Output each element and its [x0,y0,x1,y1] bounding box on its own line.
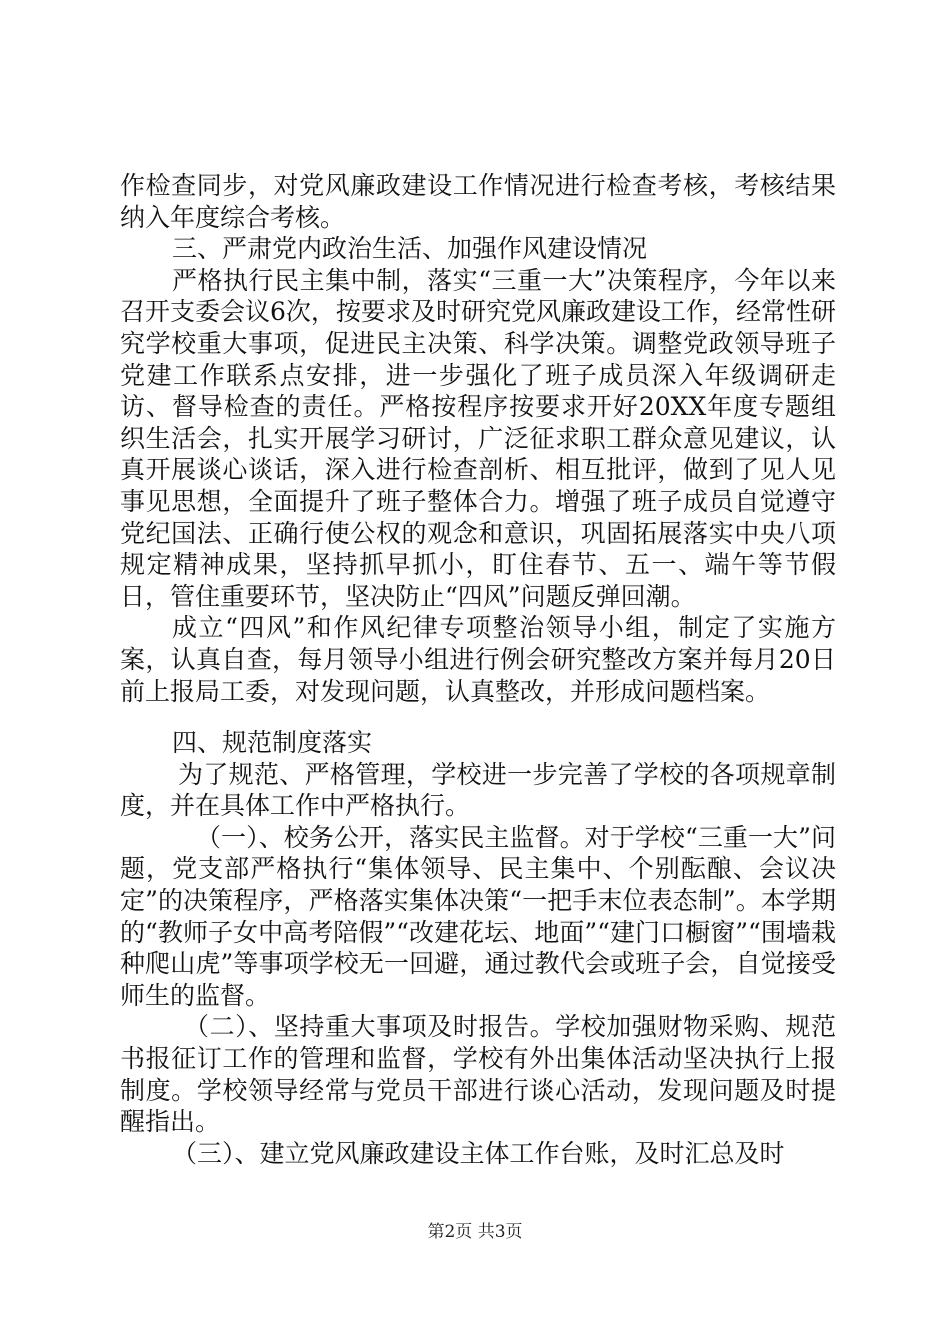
paragraph-four-winds-group: 成立“四风”和作风纪律专项整治领导小组，制定了实施方案，认真自查，每月领导小组进行例会研究整改方案并每月20日前上报局工委，对发现问题，认真整改，并形成问题档案。 [120,613,836,706]
paragraph-item-3: （三）、建立党风廉政建设主体工作台账，及时汇总及时 [172,1138,785,1168]
document-body [120,170,836,1169]
paragraph-democratic-centralism: 严格执行民主集中制，落实“三重一大”决策程序，今年以来召开支委会议6次，按要求及时研究党风廉政建设工作，经常性研究学校重大事项，促进民主决策、科学决策。调整党政领导班子党建工作联系点安排，进一步强化了班子成员深入年级调研走访、督导检查的责任。严格按程序按要求开好20XX年度专题组织生活会，扎实开展学习研讨，广泛征求职工群众意见建议，认真开展谈心谈话，深入进行检查剖析、相互批评，做到了见人见事见思想，全面提升了班子整体合力。增强了班子成员自觉遵守党纪国法、正确行使公权的观念和意识，巩固拓展落实中央八项规定精神成果，坚持抓早抓小，盯住春节、五一、端午等节假日，管住重要环节，坚决防止“四风”问题反弹回潮。 [120,265,836,611]
section-heading-3: 三、严肃党内政治生活、加强作风建设情况 [172,234,648,264]
paragraph-continuation: 作检查同步，对党风廉政建设工作情况进行检查考核，考核结果纳入年度综合考核。 [120,171,836,232]
paragraph-item-1: （一）、校务公开，落实民主监督。对于学校“三重一大”问题，党支部严格执行“集体领导、民主集中、个别酝酿、会议决定”的决策程序，严格落实集体决策“一把手末位表态制”。本学期的“教师子女中高考陪假”“改建花坛、地面”“建门口橱窗”“围墙栽种爬山虎”等事项学校无一回避，通过教代会或班子会，自觉接受师生的监督。 [120,822,836,1010]
blank-line [120,707,836,727]
section-heading-4: 四、规范制度落实 [172,728,373,758]
paragraph-rules-intro: 为了规范、严格管理，学校进一步完善了学校的各项规章制度，并在具体工作中严格执行。 [120,759,836,821]
paragraph-item-2: （二）、坚持重大事项及时报告。学校加强财物采购、规范书报征订工作的管理和监督，学校有外出集体活动坚决执行上报制度。学校领导经常与党员干部进行谈心活动，发现问题及时提醒指出。 [120,1012,836,1137]
page-number-footer: 第2页 共3页 [427,1222,523,1242]
